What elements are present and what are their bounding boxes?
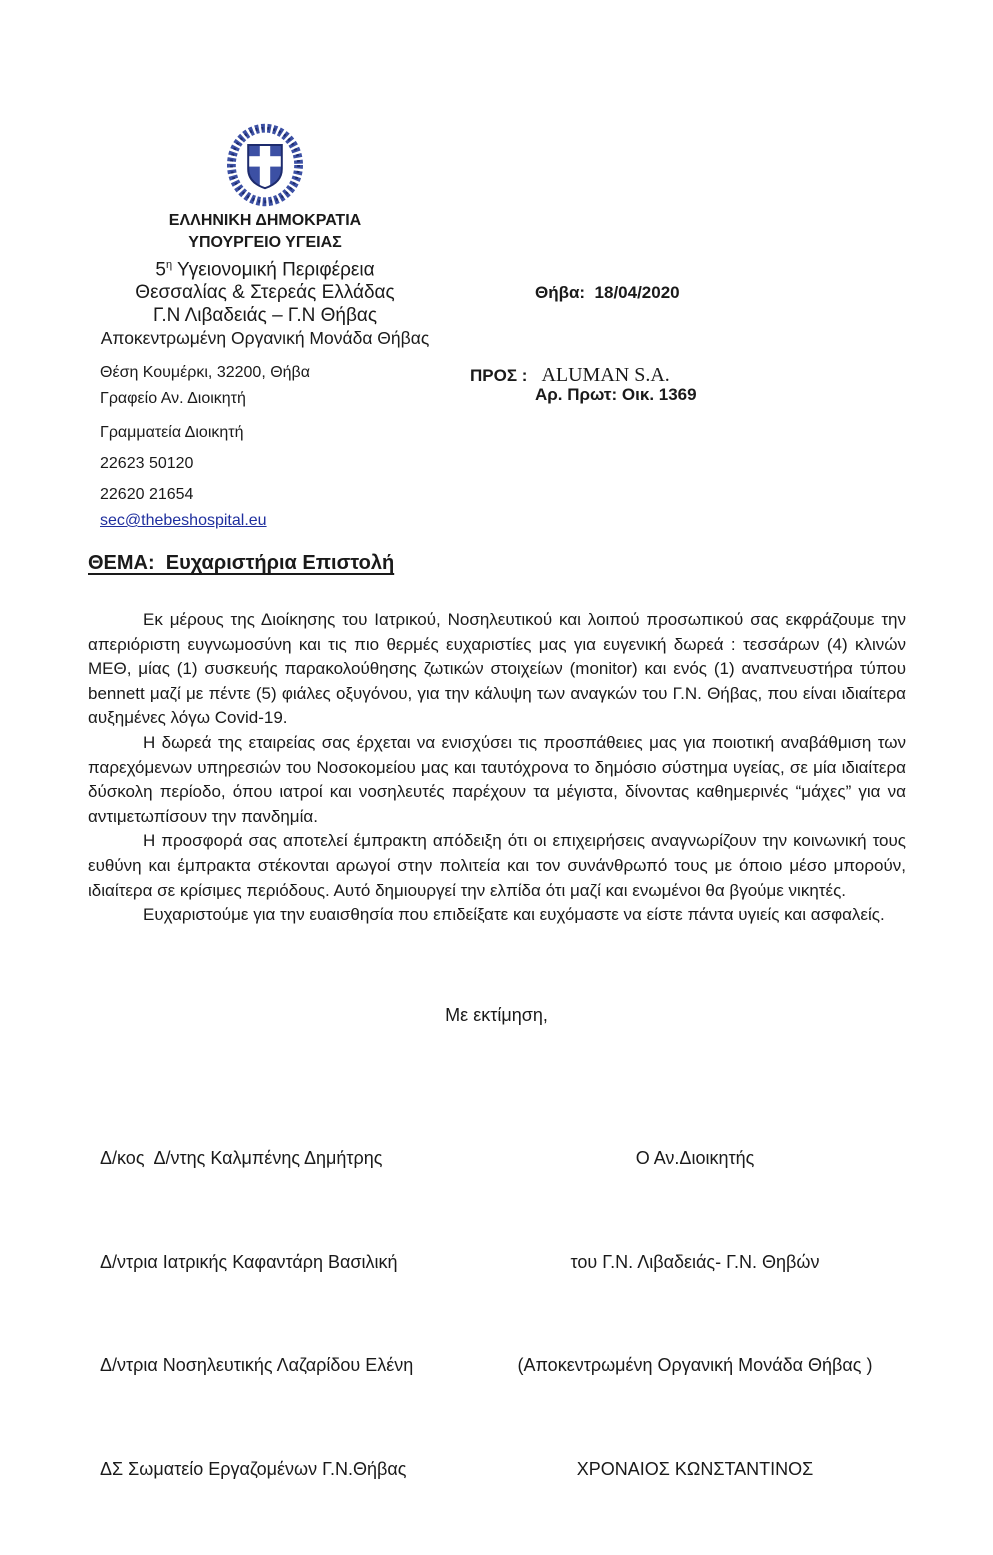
- meta-block: [535, 208, 697, 480]
- greek-republic-emblem: [225, 120, 305, 210]
- org-line-ministry: ΥΠΟΥΡΓΕΙΟ ΥΓΕΙΑΣ: [188, 234, 342, 251]
- org-line-unit: Αποκεντρωμένη Οργανική Μονάδα Θήβας: [100, 328, 430, 349]
- body-paragraph-4: Ευχαριστούμε για την ευαισθησία που επιδείξατε και ευχόμαστε να είστε πάντα υγιείς και ασφαλείς.: [143, 905, 885, 925]
- signature-left-column: [100, 1072, 413, 1555]
- closing-line: Με εκτίμηση,: [445, 1005, 548, 1025]
- office-line: Γραφείο Αν. Διοικητή: [100, 390, 246, 407]
- secretariat-line: Γραμματεία Διοικητή: [100, 424, 244, 441]
- recipient-name: ALUMAN S.A.: [541, 364, 670, 386]
- region-name: Υγειονομική Περιφέρεια: [172, 259, 375, 281]
- protocol-line: Αρ. Πρωτ: Οικ. 1369: [535, 385, 697, 404]
- signature-left-row: Δ/ντρια Ιατρικής Καφαντάρη Βασιλική: [100, 1251, 398, 1272]
- contact-block: [100, 360, 310, 534]
- email-link[interactable]: sec@thebeshospital.eu: [100, 512, 267, 529]
- email-line: [100, 508, 310, 534]
- subject-line: ΘΕΜΑ: Ευχαριστήρια Επιστολή: [88, 552, 395, 574]
- region-number: 5: [155, 259, 166, 281]
- body-paragraph-3: Η προσφορά σας αποτελεί έμπρακτη απόδειξη ότι οι επιχειρήσεις αναγνωρίζουν την κοινωνική τους ευθύνη και έμπρακτα στέκονται αρωγοί στην πολιτεία και τον συνάνθρωπό τους με όποιο μέσο μπορούν, ιδιαίτερα σε κρίσιμες περιόδους. Αυτό δημιουργεί την ελπίδα ότι μαζί και ενωμένοι θα βγούμε νικητές.: [88, 831, 906, 900]
- signature-right-row: ΧΡΟΝΑΙΟΣ ΚΩΝΣΤΑΝΤΙΝΟΣ: [576, 1458, 814, 1479]
- recipient-block: [470, 364, 670, 387]
- signature-left-row: Δ/κος Δ/ντης Καλμπένης Δημήτρης: [100, 1148, 383, 1168]
- date-line: Θήβα: 18/04/2020: [535, 283, 680, 302]
- letter-body: [88, 608, 906, 928]
- org-line-hospitals: Γ.Ν Λιβαδειάς – Γ.Ν Θήβας: [152, 305, 378, 327]
- greek-republic-emblem-icon: [225, 120, 305, 210]
- org-line-republic: ΕΛΛΗΝΙΚΗ ΔΗΜΟΚΡΑΤΙΑ: [168, 212, 362, 229]
- address-line: Θέση Κουμέρκι, 32200, Θήβα: [100, 364, 310, 381]
- signature-right-column: [485, 1072, 905, 1555]
- signature-left-row: Δ/ντρια Νοσηλευτικής Λαζαρίδου Ελένη: [100, 1355, 414, 1375]
- org-line-region: [80, 254, 450, 281]
- region-ordinal: η: [165, 259, 173, 271]
- org-header: [80, 210, 450, 350]
- recipient-label: ΠΡΟΣ :: [470, 366, 528, 385]
- signature-right-row: (Αποκεντρωμένη Οργανική Μονάδα Θήβας ): [517, 1355, 873, 1375]
- body-paragraph-1: Εκ μέρους της Διοίκησης του Ιατρικού, Νοσηλευτικού και λοιπού προσωπικού σας εκφράζουμε την απεριόριστη ευγνωμοσύνη και τις πιο θερμές ευχαριστίες μας για ευγενική δωρεά : τεσσάρων (4) κλινών ΜΕΘ, μίας (1) συσκευής παρακολούθησης ζωτικών στοιχείων (monitor) και ενός (1) αναπνευστήρα τύπου bennett μαζί με πέντε (5) φιάλες οξυγόνου, για την κάλυψη των αναγκών του Γ.Ν. Θήβας, που είναι ιδιαίτερα αυξημένες λόγω Covid-19.: [88, 610, 906, 728]
- phone-line-2: 22620 21654: [100, 486, 194, 503]
- signature-right-row: Ο Αν.Διοικητής: [635, 1148, 755, 1168]
- phone-line-1: 22623 50120: [100, 455, 194, 472]
- signature-right-row: του Γ.Ν. Λιβαδειάς- Γ.Ν. Θηβών: [570, 1251, 820, 1272]
- signature-left-row: ΔΣ Σωματείο Εργαζομένων Γ.Ν.Θήβας: [100, 1458, 407, 1479]
- org-line-area: Θεσσαλίας & Στερεάς Ελλάδας: [135, 282, 395, 304]
- body-paragraph-2: Η δωρεά της εταιρείας σας έρχεται να ενισχύσει τις προσπάθειες μας για ποιοτική αναβάθμιση των παρεχόμενων υπηρεσιών του Νοσοκομείου μας και ταυτόχρονα το δημόσιο σύστημα υγείας, σε μία ιδιαίτερα δύσκολη περίοδο, όπου ιατροί και νοσηλευτές παρέχουν τα μέγιστα, δίνοντας καθημερινές “μάχες” για να αντιμετωπίσουν την πανδημία.: [88, 732, 906, 826]
